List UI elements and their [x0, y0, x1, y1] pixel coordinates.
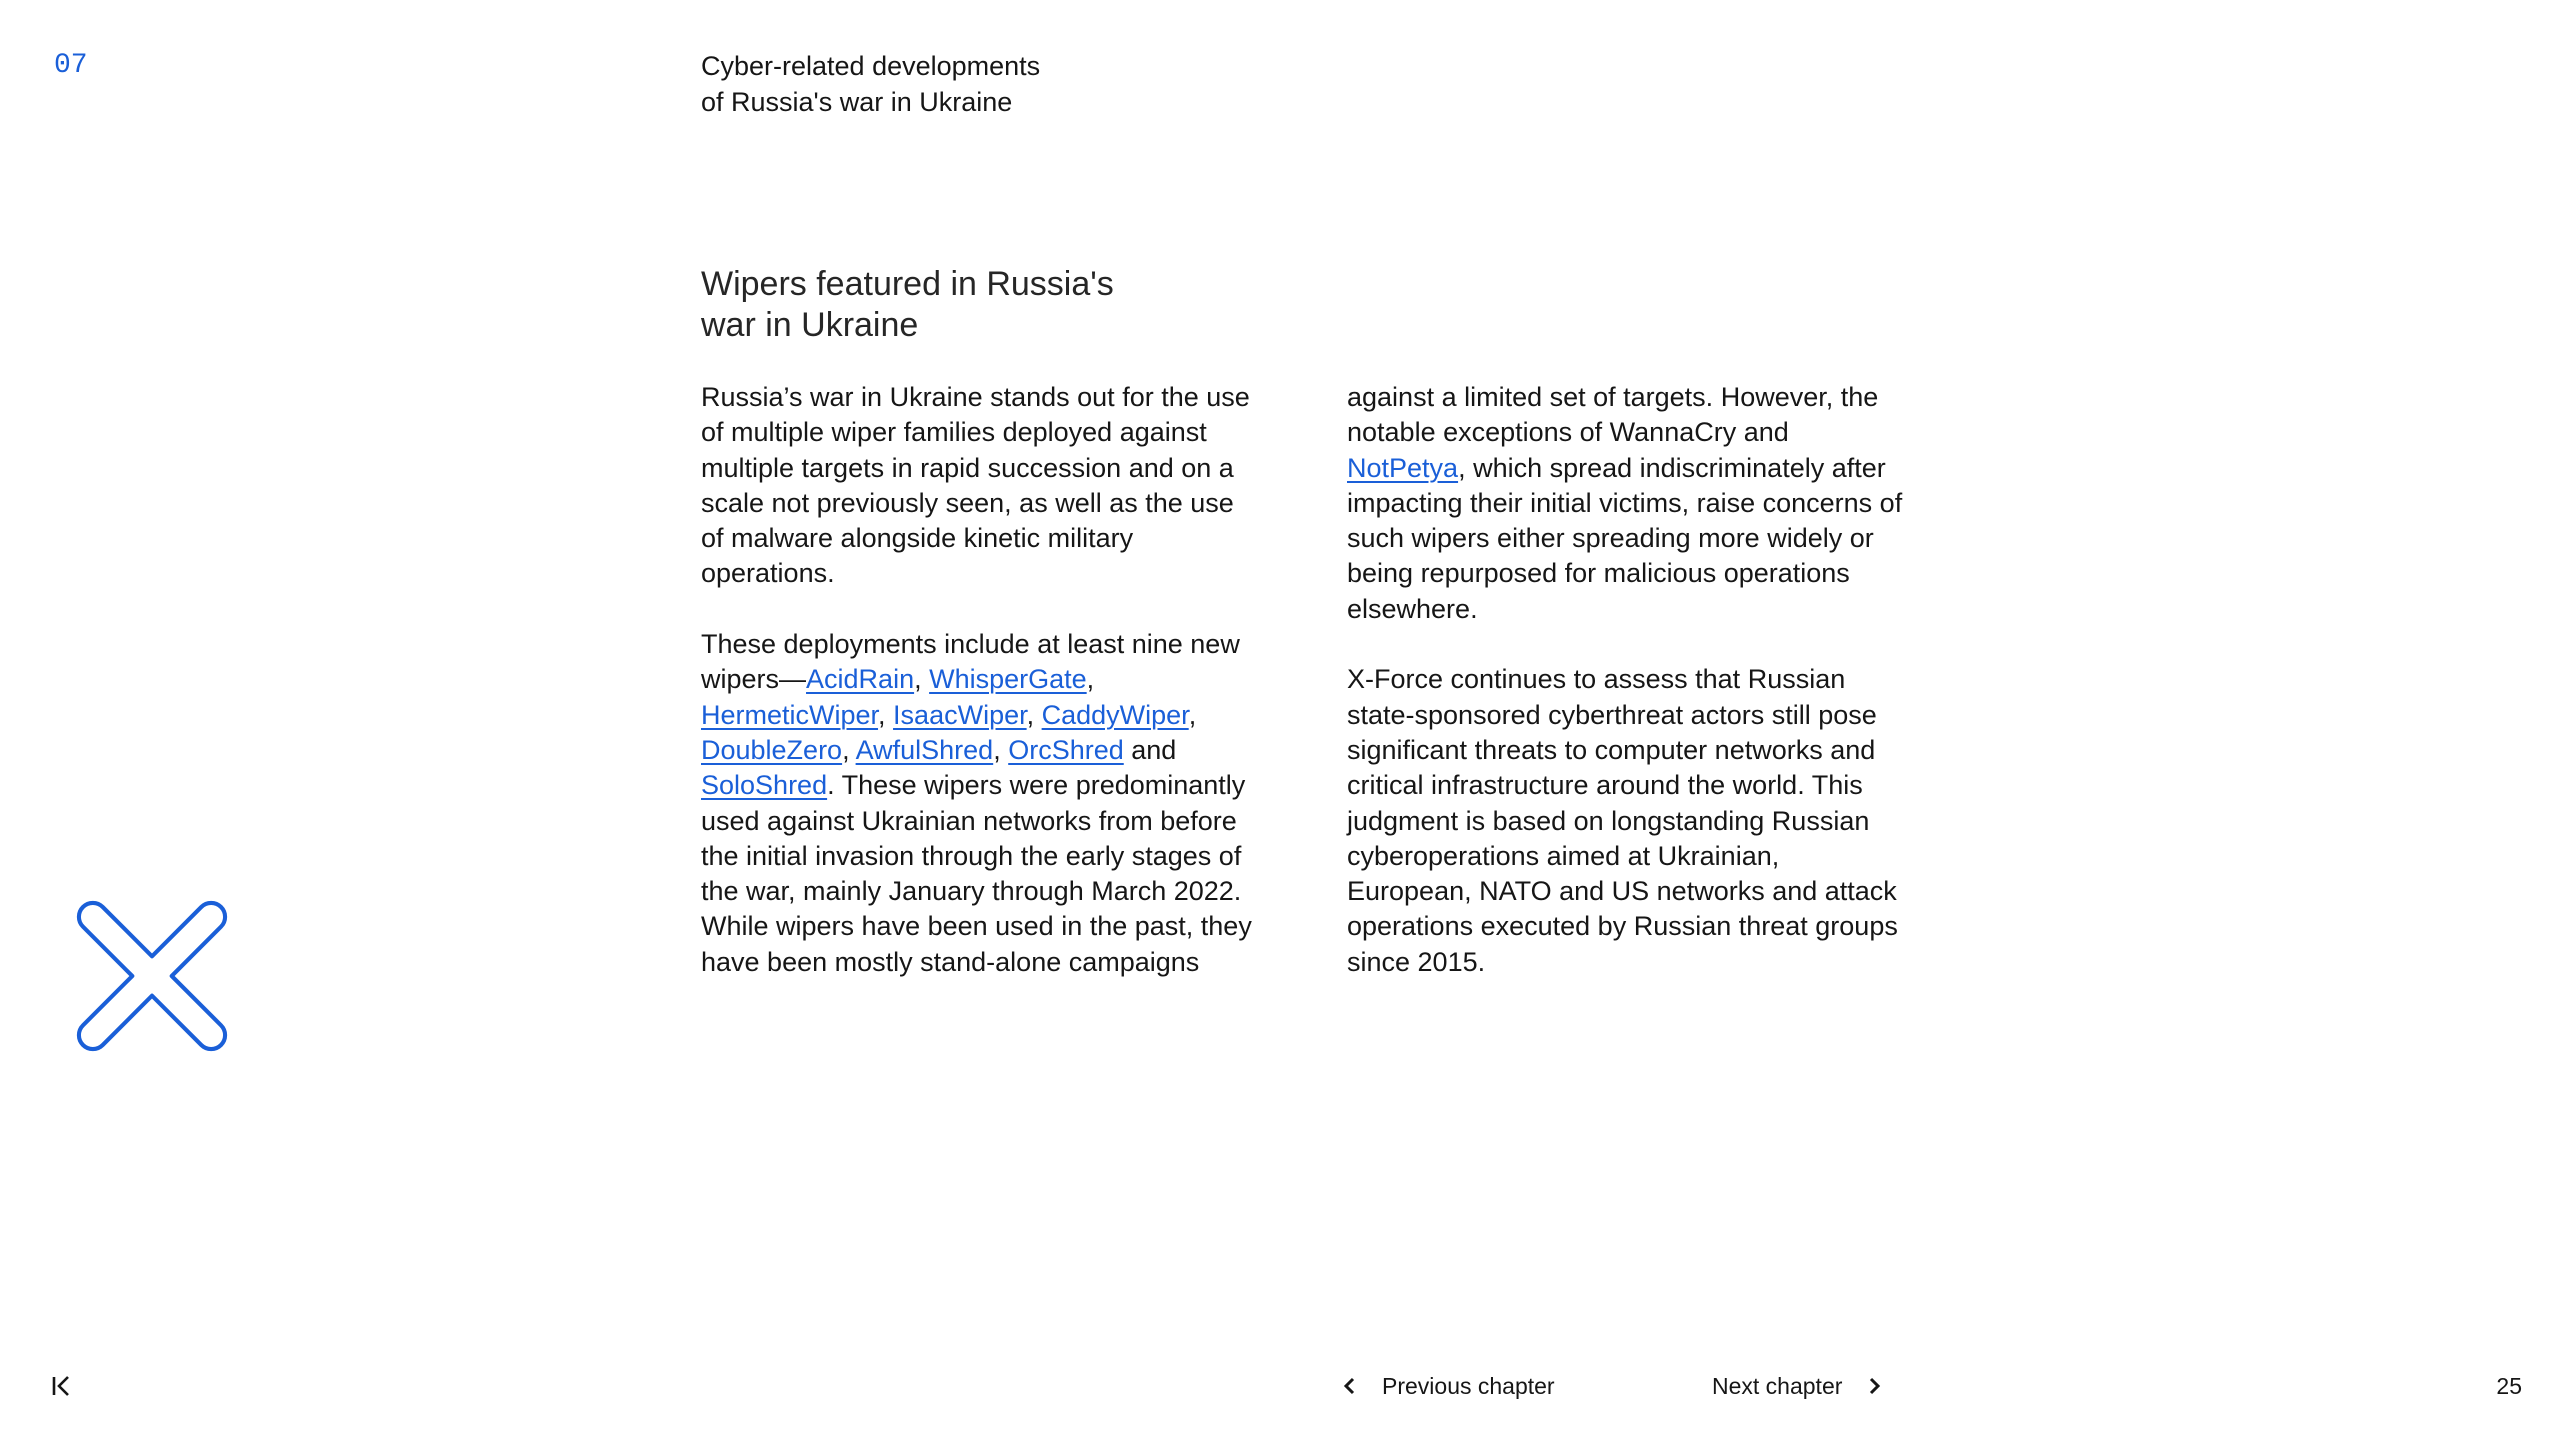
separator: ,: [993, 734, 1009, 765]
paragraph: X-Force continues to assess that Russian state-sponsored cyberthreat actors still pose significant threats to computer networks and critical infrastructure around the world. This judgment is based on longstanding Russian cyberoperations aimed at Ukrainian, European, NATO and US networks and attack operations executed by Russian threat groups since 2015.: [1347, 664, 1898, 977]
chevron-left-icon: [1340, 1374, 1360, 1398]
paragraph-text: . These wipers were predominantly used against Ukrainian networks from before the initial invasion through the early stages of the war, mainly January through March 2022. While wipers have been used in the past, they have been mostly stand-alone campaigns: [701, 770, 1252, 977]
previous-chapter-button[interactable]: [1340, 1368, 1555, 1404]
chapter-number: 07: [54, 50, 88, 81]
paragraph-text: These deployments include at least nine new wipers—: [701, 629, 1240, 695]
link-awfulshred[interactable]: AwfulShred: [855, 734, 994, 765]
next-chapter-label: Next chapter: [1712, 1372, 1843, 1399]
link-whispergate[interactable]: WhisperGate: [929, 664, 1087, 695]
link-orcshred[interactable]: OrcShred: [1008, 734, 1124, 765]
left-column: [701, 380, 1261, 980]
previous-chapter-label: Previous chapter: [1382, 1372, 1555, 1399]
next-chapter-button[interactable]: [1712, 1368, 1884, 1404]
separator: ,: [1188, 699, 1197, 730]
link-hermeticwiper[interactable]: HermeticWiper: [701, 699, 879, 730]
paragraph-text: against a limited set of targets. However, the notable exceptions of WannaCry and: [1347, 382, 1879, 448]
section-heading-line: war in Ukraine: [701, 306, 919, 344]
first-page-icon: [48, 1372, 76, 1400]
section-heading: [701, 264, 1114, 346]
page-number: 25: [2496, 1373, 2522, 1399]
link-caddywiper[interactable]: CaddyWiper: [1041, 699, 1189, 730]
paragraph-text: , which spread indiscriminately after impacting their initial victims, raise concerns of such wipers either spreading more widely or being repurposed for malicious operations elsewhere.: [1347, 452, 1903, 624]
chevron-right-icon: [1864, 1374, 1884, 1398]
separator: ,: [914, 664, 930, 695]
separator: ,: [878, 699, 894, 730]
section-heading-line: Wipers featured in Russia's: [701, 265, 1114, 303]
separator: ,: [842, 734, 856, 765]
paragraph: [1347, 380, 1907, 627]
first-page-button[interactable]: [48, 1372, 76, 1400]
document-title: [701, 48, 1040, 120]
paragraph: [701, 627, 1261, 980]
document-title-line: Cyber-related developments: [701, 51, 1041, 81]
x-mark-icon: [48, 872, 256, 1080]
link-doublezero[interactable]: DoubleZero: [701, 734, 843, 765]
document-title-line: of Russia's war in Ukraine: [701, 87, 1013, 117]
paragraph: Russia’s war in Ukraine stands out for the use of multiple wiper families deployed against multiple targets in rapid succession and on a scale not previously seen, as well as the use of malware alongside kinetic military operations.: [701, 382, 1250, 589]
link-acidrain[interactable]: AcidRain: [806, 664, 915, 695]
link-notpetya[interactable]: NotPetya: [1347, 452, 1459, 483]
right-column: [1347, 380, 1907, 980]
separator: ,: [1026, 699, 1042, 730]
link-isaacwiper[interactable]: IsaacWiper: [893, 699, 1027, 730]
separator: and: [1123, 734, 1177, 765]
link-soloshred[interactable]: SoloShred: [701, 770, 828, 801]
separator: ,: [1086, 664, 1095, 695]
